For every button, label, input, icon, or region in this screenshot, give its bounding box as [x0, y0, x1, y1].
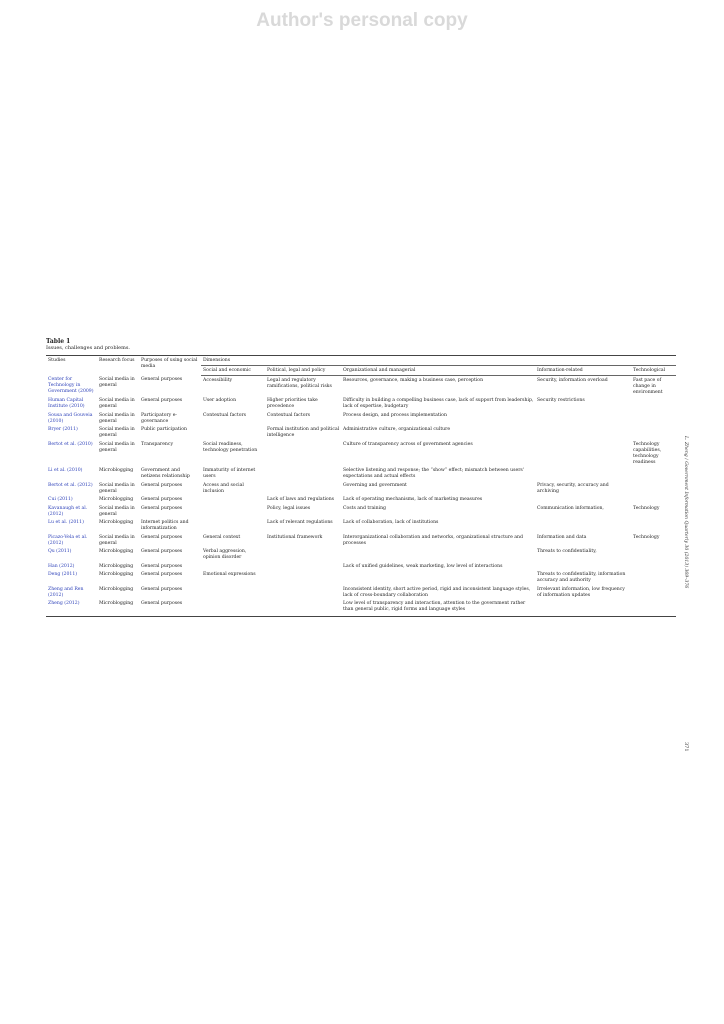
info-cell: Communication information, — [537, 505, 604, 511]
focus-cell: Social media in general — [99, 377, 135, 388]
header-political: Political, legal and policy — [265, 366, 341, 376]
purpose-cell: General purposes — [141, 549, 183, 554]
org-cell: Selective listening and response; the “show” effect; mismatch between users' expectations and actual effects — [343, 468, 525, 479]
social-cell: User adoption — [203, 398, 237, 403]
focus-cell: Microblogging — [97, 600, 139, 617]
tech-cell — [631, 426, 676, 441]
purpose-cell: General purposes — [141, 377, 183, 382]
tech-cell — [631, 600, 676, 617]
info-cell — [535, 496, 631, 505]
study-cell[interactable]: Sousa and Gouveia (2010) — [48, 412, 93, 424]
info-cell — [535, 440, 631, 467]
political-cell: Lack of relevant regulations — [267, 520, 333, 525]
table-row — [46, 533, 676, 548]
focus-cell: Microblogging — [99, 549, 134, 554]
political-cell — [265, 481, 341, 496]
purpose-cell: General purposes — [141, 398, 183, 403]
org-cell: Difficulty in building a compelling business case, lack of support from leadership, lack of expertise, budgetary — [343, 398, 534, 409]
political-cell — [265, 440, 341, 467]
table-row — [46, 562, 676, 571]
focus-cell: Microblogging — [99, 497, 134, 502]
social-cell — [201, 504, 265, 519]
org-cell: Low level of transparency and interaction, attention to the government rather than general public, rigid forms and language styles — [341, 600, 535, 617]
tech-cell: Technology — [633, 505, 660, 511]
social-cell: Contextual factors — [203, 412, 247, 418]
focus-cell: Microblogging — [99, 563, 134, 569]
org-cell: Resources, governance, making a business case, perception — [343, 377, 484, 383]
org-cell: Costs and training — [343, 505, 386, 511]
study-cell[interactable]: Picazo-Vela et al. (2012) — [48, 534, 88, 546]
political-cell — [265, 585, 341, 600]
purpose-cell: Public participation — [141, 427, 187, 432]
info-cell: Security, information overload — [537, 377, 608, 383]
header-technological: Technological — [631, 366, 676, 376]
table-row — [46, 548, 676, 563]
info-cell — [535, 562, 631, 571]
social-cell: General context — [203, 534, 241, 540]
political-cell: Contextual factors — [267, 412, 311, 418]
political-cell — [265, 571, 341, 586]
purpose-cell: Internet politics and informatization — [141, 520, 189, 531]
org-cell: Lack of unified guidelines, weak marketing, low level of interactions — [343, 563, 503, 569]
running-header: L. Zheng / Government Information Quarterly 30 (2013) 369–376 — [683, 436, 688, 589]
study-cell[interactable]: Bertot et al. (2010) — [48, 441, 93, 447]
political-cell — [265, 467, 341, 482]
social-cell: Access and social inclusion — [203, 482, 244, 494]
tech-cell — [631, 481, 676, 496]
header-purposes: Purposes of using social media — [139, 356, 201, 376]
header-organizational: Organizational and managerial — [341, 366, 535, 376]
social-cell: Emotional expressions — [203, 572, 256, 577]
social-cell: Verbal aggression, opinion disorder — [203, 549, 247, 560]
purpose-cell: Participatory e-governance — [141, 412, 177, 424]
header-studies: Studies — [46, 356, 97, 376]
focus-cell: Microblogging — [99, 520, 134, 525]
org-cell: Inconsistent identity, short active period, rigid and inconsistent language styles, lack of cross-boundary collaboration — [343, 586, 531, 598]
purpose-cell: Transparency — [141, 441, 174, 447]
header-social: Social and economic — [201, 366, 265, 376]
tech-cell — [631, 467, 676, 482]
table-row — [46, 397, 676, 412]
table-row — [46, 519, 676, 534]
tech-cell: Fast pace of change in environment — [633, 377, 663, 395]
focus-cell: Microblogging — [99, 586, 134, 592]
tech-cell — [631, 548, 676, 563]
purpose-cell: General purposes — [141, 563, 183, 569]
table-row — [46, 440, 676, 467]
table-row — [46, 585, 676, 600]
header-information: Information-related — [535, 366, 631, 376]
page-number: 371 — [683, 742, 689, 752]
tech-cell — [631, 585, 676, 600]
social-cell: Accessibility — [203, 377, 233, 383]
org-cell: Lack of operating mechanisms, lack of marketing measures — [343, 497, 483, 502]
tech-cell: Technology capabilities, technology readiness — [633, 441, 662, 465]
org-cell — [341, 548, 535, 563]
tech-cell — [631, 562, 676, 571]
political-cell — [265, 548, 341, 563]
info-cell — [535, 519, 631, 534]
political-cell: Policy, legal issues — [267, 505, 311, 511]
info-cell: Irrelevant information, low frequency of information updates — [537, 586, 625, 598]
header-dimensions: Dimensions — [201, 356, 676, 366]
info-cell: Security restrictions — [537, 398, 585, 403]
table-row — [46, 426, 676, 441]
info-cell: Threats to confidentiality, information accuracy and authority — [537, 572, 626, 583]
focus-cell: Social media in general — [99, 427, 135, 438]
study-cell[interactable]: Bryer (2011) — [48, 427, 78, 432]
org-cell: Governing and government — [343, 482, 407, 488]
study-cell[interactable]: Center for Technology in Government (2009) — [48, 377, 94, 394]
focus-cell: Social media in general — [99, 534, 135, 546]
table-title: Table 1 — [46, 338, 71, 345]
focus-cell: Social media in general — [99, 505, 135, 517]
tech-cell — [631, 411, 676, 426]
table-row — [46, 600, 676, 617]
focus-cell: Social media in general — [99, 412, 135, 424]
table-row — [46, 496, 676, 505]
tech-cell — [631, 571, 676, 586]
social-cell — [201, 585, 265, 600]
issues-table — [46, 355, 676, 617]
focus-cell: Social media in general — [99, 398, 135, 409]
header-research-focus: Research focus — [97, 356, 139, 376]
study-cell[interactable]: Li et al. (2010) — [48, 468, 83, 473]
purpose-cell: General purposes — [141, 505, 183, 511]
political-cell — [265, 562, 341, 571]
focus-cell: Social media in general — [99, 441, 135, 453]
social-cell — [201, 562, 265, 571]
social-cell: Immaturity of internet users — [203, 468, 256, 479]
info-cell — [535, 426, 631, 441]
social-cell: Social readiness, technology penetration — [203, 441, 258, 453]
tech-cell — [631, 519, 676, 534]
table-subtitle: Issues, challenges and problems. — [46, 345, 130, 351]
purpose-cell: Government and netizens relationship — [141, 468, 190, 479]
table-row — [46, 504, 676, 519]
purpose-cell: General purposes — [141, 572, 183, 577]
purpose-cell: General purposes — [141, 534, 183, 540]
political-cell: Lack of laws and regulations — [267, 497, 335, 502]
purpose-cell: General purposes — [139, 600, 201, 617]
political-cell: Institutional framework — [267, 534, 323, 540]
info-cell: Threats to confidentiality, — [537, 549, 597, 554]
info-cell — [535, 467, 631, 482]
study-cell[interactable]: Deng (2011) — [48, 572, 78, 577]
table-block — [46, 338, 676, 617]
purpose-cell: General purposes — [141, 586, 183, 592]
social-cell — [201, 519, 265, 534]
table-row — [46, 411, 676, 426]
social-cell — [201, 496, 265, 505]
focus-cell: Microblogging — [99, 572, 134, 577]
political-cell — [265, 600, 341, 617]
tech-cell — [631, 397, 676, 412]
watermark: Author's personal copy — [256, 10, 468, 31]
purpose-cell: General purposes — [141, 497, 183, 502]
study-cell[interactable]: Human Capital Institute (2010) — [48, 398, 85, 409]
social-cell — [201, 426, 265, 441]
info-cell — [535, 411, 631, 426]
org-cell: Lack of collaboration, lack of institutions — [343, 520, 439, 525]
info-cell: Privacy, security, accuracy and archiving — [537, 482, 609, 494]
study-cell[interactable]: Cui (2011) — [48, 497, 73, 502]
info-cell: Information and data — [537, 534, 587, 540]
info-cell — [535, 600, 631, 617]
study-cell[interactable]: Han (2012) — [48, 563, 75, 569]
org-cell: Culture of transparency across of government agencies — [343, 441, 473, 447]
study-cell[interactable]: Bertot et al. (2012) — [48, 482, 93, 488]
study-cell[interactable]: Kavanaugh et al. (2012) — [48, 505, 88, 517]
study-cell[interactable]: Zheng and Ren (2012) — [48, 586, 84, 598]
org-cell: Process design, and process implementation — [343, 412, 447, 418]
table-row — [46, 467, 676, 482]
political-cell: Formal institution and political intelligence — [267, 427, 340, 438]
study-cell[interactable]: Zheng (2012) — [46, 600, 97, 617]
org-cell: Administrative culture, organizational culture — [343, 427, 451, 432]
study-cell[interactable]: Qu (2011) — [48, 549, 72, 554]
focus-cell: Microblogging — [99, 468, 134, 473]
study-cell[interactable]: Lu et al. (2011) — [48, 520, 84, 525]
focus-cell: Social media in general — [99, 482, 135, 494]
purpose-cell: General purposes — [141, 482, 183, 488]
social-cell — [201, 600, 265, 617]
political-cell: Legal and regulatory ramifications, political risks — [267, 377, 332, 389]
political-cell: Higher priorities take precedence — [267, 398, 318, 409]
tech-cell: Technology — [633, 534, 660, 540]
org-cell — [341, 571, 535, 586]
table-row — [46, 376, 676, 397]
table-row — [46, 571, 676, 586]
org-cell: Interorganizational collaboration and networks, organizational structure and processes — [343, 534, 523, 546]
tech-cell — [631, 496, 676, 505]
table-row — [46, 481, 676, 496]
